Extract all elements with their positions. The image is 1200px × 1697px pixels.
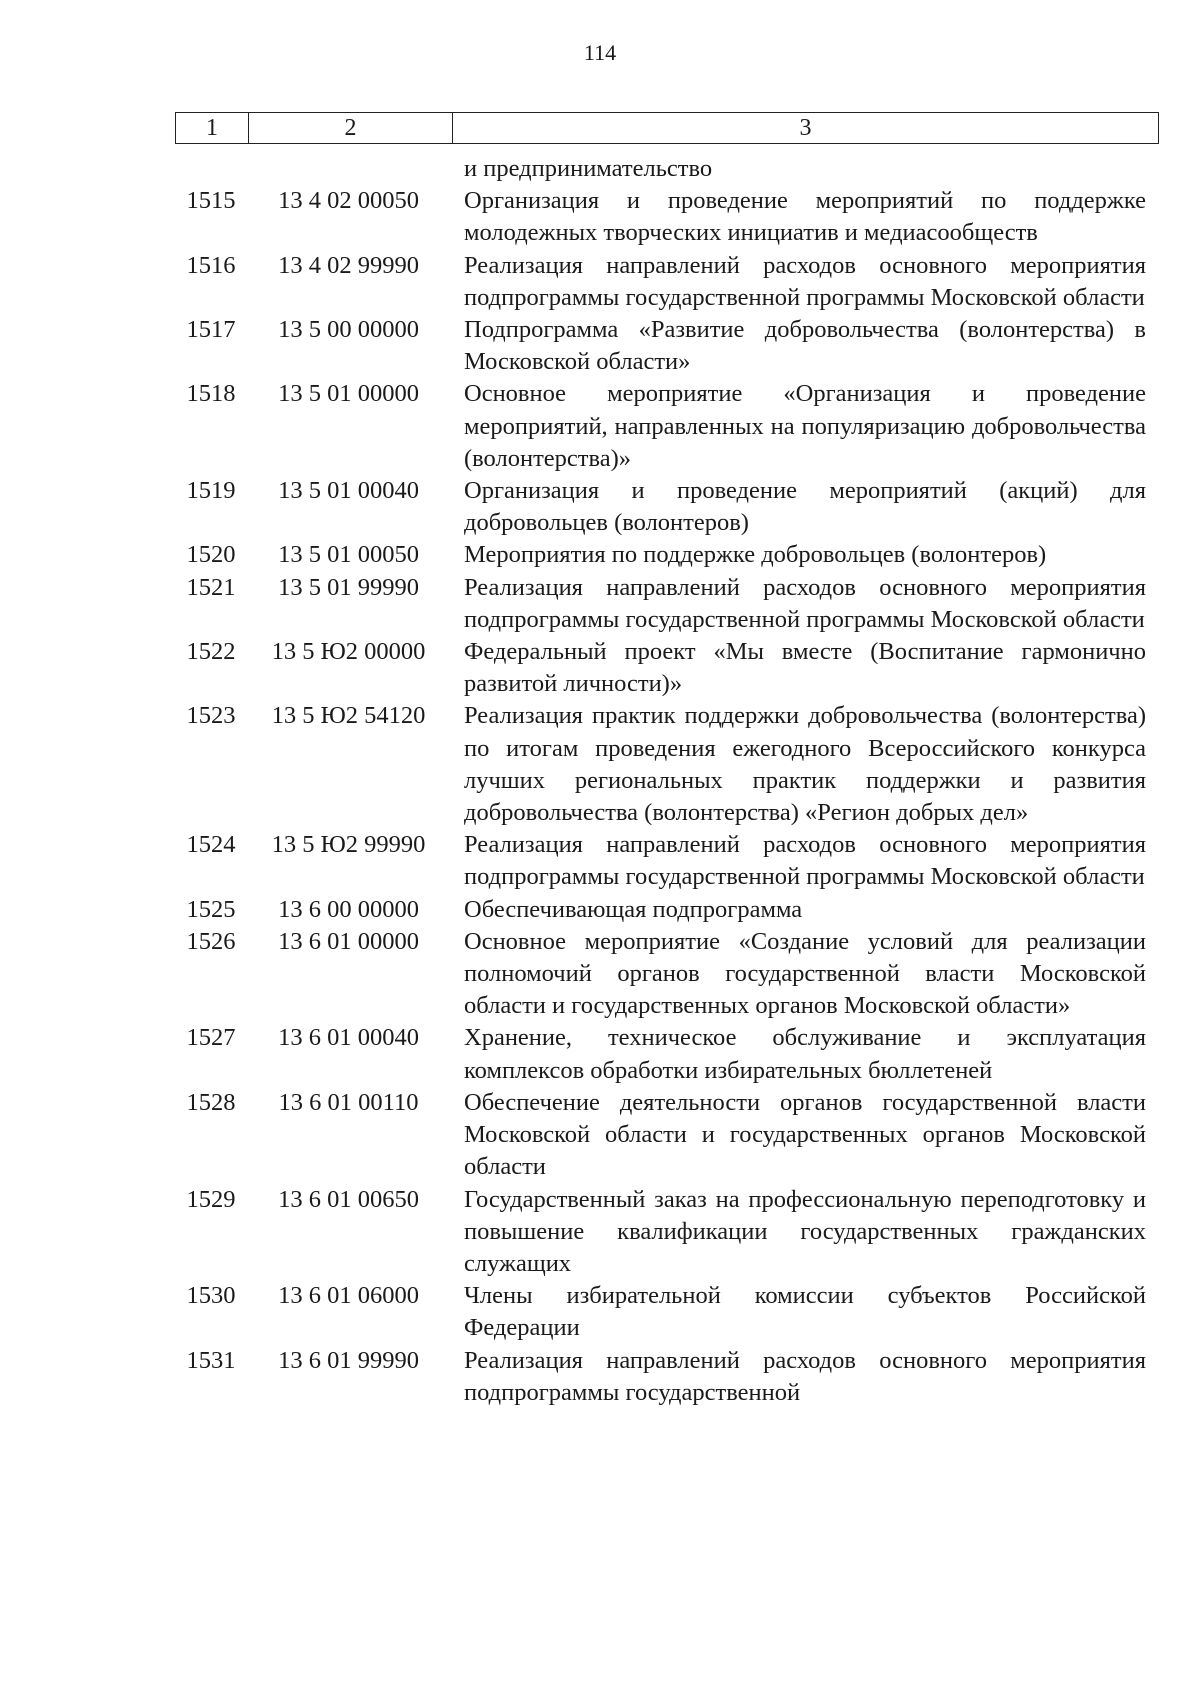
- row-number: 1515: [186, 187, 236, 215]
- row-code: 13 5 Ю2 99990: [271, 831, 426, 859]
- row-code: 13 6 01 00040: [278, 1024, 419, 1052]
- row-code: 13 4 02 99990: [278, 251, 419, 279]
- row-code: 13 5 Ю2 54120: [271, 702, 426, 730]
- row-code: 13 4 02 00050: [278, 187, 419, 215]
- table-row: [175, 314, 1159, 378]
- row-description-text: Подпрограмма «Развитие добровольчества (волонтерства) в Московской области»: [464, 316, 1146, 376]
- table-row: [175, 1184, 1159, 1281]
- row-number: 1516: [186, 251, 236, 279]
- row-description-text: Основное мероприятие «Создание условий для реализации полномочий органов государственной власти Московской области и государственных органов Московской области»: [464, 927, 1146, 1020]
- row-number: 1519: [186, 477, 236, 505]
- table-row: [175, 636, 1159, 700]
- row-description-text: Организация и проведение мероприятий по поддержке молодежных творческих инициатив и медиасообществ: [464, 187, 1146, 247]
- row-description: [450, 572, 1146, 636]
- row-number: 1525: [186, 895, 236, 923]
- row-description-text: Обеспечение деятельности органов государственной власти Московской области и государственных органов Московской области: [464, 1088, 1146, 1181]
- row-number: 1531: [186, 1346, 236, 1374]
- row-number: 1517: [186, 316, 236, 344]
- row-description: [450, 1345, 1146, 1409]
- table-row: [175, 829, 1159, 893]
- row-code: 13 5 01 00000: [278, 380, 419, 408]
- table-row: [175, 250, 1159, 314]
- row-code: 13 6 00 00000: [278, 895, 419, 923]
- table-row: [175, 1345, 1159, 1409]
- row-description: [450, 153, 1146, 185]
- row-description: [450, 314, 1146, 378]
- row-number: 1523: [186, 702, 236, 730]
- row-description-text: Мероприятия по поддержке добровольцев (волонтеров): [464, 541, 1047, 569]
- row-description-text: Реализация направлений расходов основного мероприятия подпрограммы государственной программы Московской области: [464, 251, 1146, 311]
- row-description: [450, 378, 1146, 475]
- row-number: 1529: [186, 1185, 236, 1213]
- row-code: 13 6 01 00000: [278, 927, 419, 955]
- row-description: [450, 250, 1146, 314]
- row-description: [450, 894, 1146, 926]
- row-description: [450, 539, 1146, 571]
- row-description-text: Реализация направлений расходов основного мероприятия подпрограммы государственной программы Московской области: [464, 831, 1146, 891]
- header-col-2: 2: [249, 113, 453, 144]
- row-description: [450, 829, 1146, 893]
- row-description-text: Реализация направлений расходов основного мероприятия подпрограммы государственной программы Московской области: [464, 573, 1146, 633]
- row-description: [450, 475, 1146, 539]
- row-number: 1522: [186, 638, 236, 666]
- table-row: [175, 378, 1159, 475]
- row-code: [247, 153, 450, 185]
- row-code: 13 6 01 00110: [278, 1088, 419, 1116]
- row-description-text: Государственный заказ на профессиональную переподготовку и повышение квалификации государственных гражданских служащих: [464, 1185, 1146, 1277]
- row-number: 1526: [186, 927, 236, 955]
- table-row: [175, 1087, 1159, 1184]
- row-number: 1524: [186, 831, 236, 859]
- table-row: [175, 572, 1159, 636]
- row-number: 1520: [186, 541, 236, 569]
- row-number: 1518: [186, 380, 236, 408]
- row-number: [175, 153, 247, 185]
- row-number: 1530: [186, 1282, 236, 1310]
- row-description: [450, 636, 1146, 700]
- table-row: [175, 539, 1159, 571]
- row-number: 1521: [186, 573, 236, 601]
- row-code: 13 5 00 00000: [278, 316, 419, 344]
- row-description-text: Федеральный проект «Мы вместе (Воспитание гармонично развитой личности)»: [464, 638, 1146, 698]
- row-description: [450, 1022, 1146, 1086]
- row-code: 13 5 01 00050: [278, 541, 419, 569]
- table-row: [175, 700, 1159, 829]
- row-description: [450, 1087, 1146, 1184]
- row-description: [450, 1280, 1146, 1344]
- table-row: [175, 926, 1159, 1023]
- row-code: 13 6 01 99990: [278, 1346, 419, 1374]
- row-description-text: Реализация направлений расходов основного мероприятия подпрограммы государственной: [464, 1346, 1146, 1406]
- row-description-text: Хранение, техническое обслуживание и эксплуатация комплексов обработки избирательных бюллетеней: [464, 1024, 1146, 1084]
- header-col-3: 3: [453, 113, 1159, 144]
- table-row: [175, 475, 1159, 539]
- row-code: 13 5 01 00040: [278, 477, 419, 505]
- table-row: [175, 1280, 1159, 1344]
- row-number: 1528: [186, 1088, 236, 1116]
- row-code: 13 6 01 06000: [278, 1282, 419, 1310]
- table-row: [175, 894, 1159, 926]
- row-description-text: Члены избирательной комиссии субъектов Российской Федерации: [464, 1282, 1146, 1342]
- row-description: [450, 1184, 1146, 1281]
- table-body: [175, 153, 1159, 1409]
- row-code: 13 5 Ю2 00000: [271, 638, 426, 666]
- row-description: [450, 926, 1146, 1023]
- row-description-text: Организация и проведение мероприятий (акций) для добровольцев (волонтеров): [464, 477, 1146, 537]
- table-row: [175, 1022, 1159, 1086]
- row-description-text: Обеспечивающая подпрограмма: [464, 895, 803, 923]
- row-code: 13 5 01 99990: [278, 573, 419, 601]
- header-col-1: 1: [176, 113, 249, 144]
- table-row: [175, 153, 1159, 185]
- row-description: [450, 185, 1146, 249]
- row-description-text: и предпринимательство: [464, 155, 713, 182]
- table-row: [175, 185, 1159, 249]
- row-number: 1527: [186, 1024, 236, 1052]
- row-code: 13 6 01 00650: [278, 1185, 419, 1213]
- row-description-text: Реализация практик поддержки добровольчества (волонтерства) по итогам проведения ежегодного Всероссийского конкурса лучших региональных практик поддержки и развития добровольчества (волонтерства) «Регион добрых дел»: [464, 702, 1146, 827]
- table-header: [175, 112, 1159, 144]
- row-description: [450, 700, 1146, 829]
- row-description-text: Основное мероприятие «Организация и проведение мероприятий, направленных на популяризацию добровольчества (волонтерства)»: [464, 380, 1146, 472]
- page-number: 114: [583, 40, 617, 65]
